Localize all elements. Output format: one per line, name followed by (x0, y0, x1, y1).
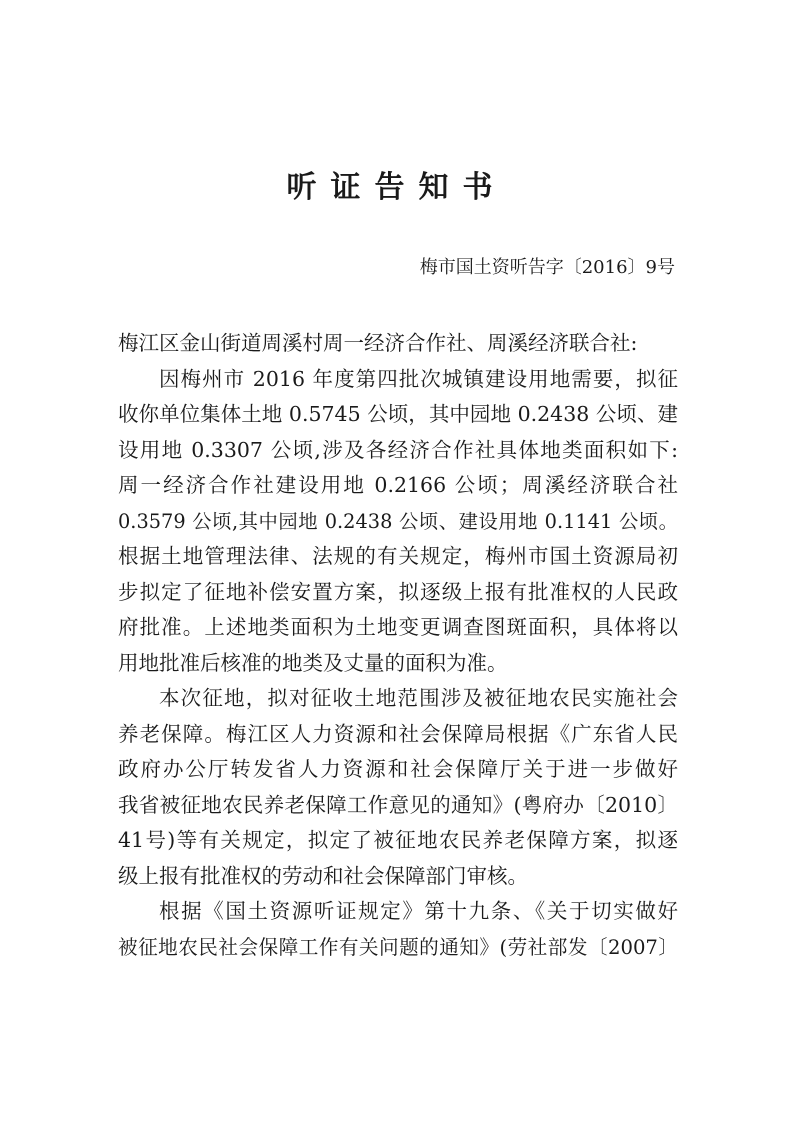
body-line: 根据土地管理法律、法规的有关规定，梅州市国土资源局初 (118, 544, 678, 568)
body-line: 41号)等有关规定，拟定了被征地农民养老保障方案，拟逐 (118, 828, 678, 852)
document-number: 梅市国土资听告字〔2016〕9号 (419, 257, 675, 278)
body-line: 本次征地，拟对征收土地范围涉及被征地农民实施社会 (159, 686, 678, 710)
body-line: 设用地 0.3307 公顷,涉及各经济合作社具体地类面积如下: (118, 437, 678, 462)
body-line: 我省被征地农民养老保障工作意见的通知》(粤府办〔2010〕 (118, 792, 678, 817)
body-line: 周一经济合作社建设用地 0.2166 公顷；周溪经济联合社 (118, 473, 678, 497)
body-line: 府批准。上述地类面积为土地变更调查图斑面积，具体将以 (118, 615, 678, 639)
body-line: 0.3579 公顷,其中园地 0.2438 公顷、建设用地 0.1141 公顷。 (118, 509, 678, 533)
body-line: 养老保障。梅江区人力资源和社会保障局根据《广东省人民 (118, 721, 678, 746)
body-line: 级上报有批准权的劳动和社会保障部门审核。 (118, 863, 528, 888)
body-line: 根据《国土资源听证规定》第十九条、《关于切实做好 (159, 899, 678, 923)
document-body (118, 326, 678, 965)
body-line: 因梅州市 2016 年度第四批次城镇建设用地需要，拟征 (159, 366, 678, 391)
body-line: 政府办公厅转发省人力资源和社会保障厅关于进一步做好 (118, 757, 678, 781)
body-line: 步拟定了征地补偿安置方案，拟逐级上报有批准权的人民政 (118, 579, 678, 604)
document-title: 听证告知书 (286, 170, 507, 205)
addressee-line: 梅江区金山街道周溪村周一经济合作社、周溪经济联合社: (118, 331, 638, 355)
body-line: 收你单位集体土地 0.5745 公顷，其中园地 0.2438 公顷、建 (118, 402, 678, 426)
body-line: 用地批准后核准的地类及丈量的面积为准。 (118, 650, 508, 675)
body-line: 被征地农民社会保障工作有关问题的通知》(劳社部发〔2007〕 (118, 935, 678, 959)
